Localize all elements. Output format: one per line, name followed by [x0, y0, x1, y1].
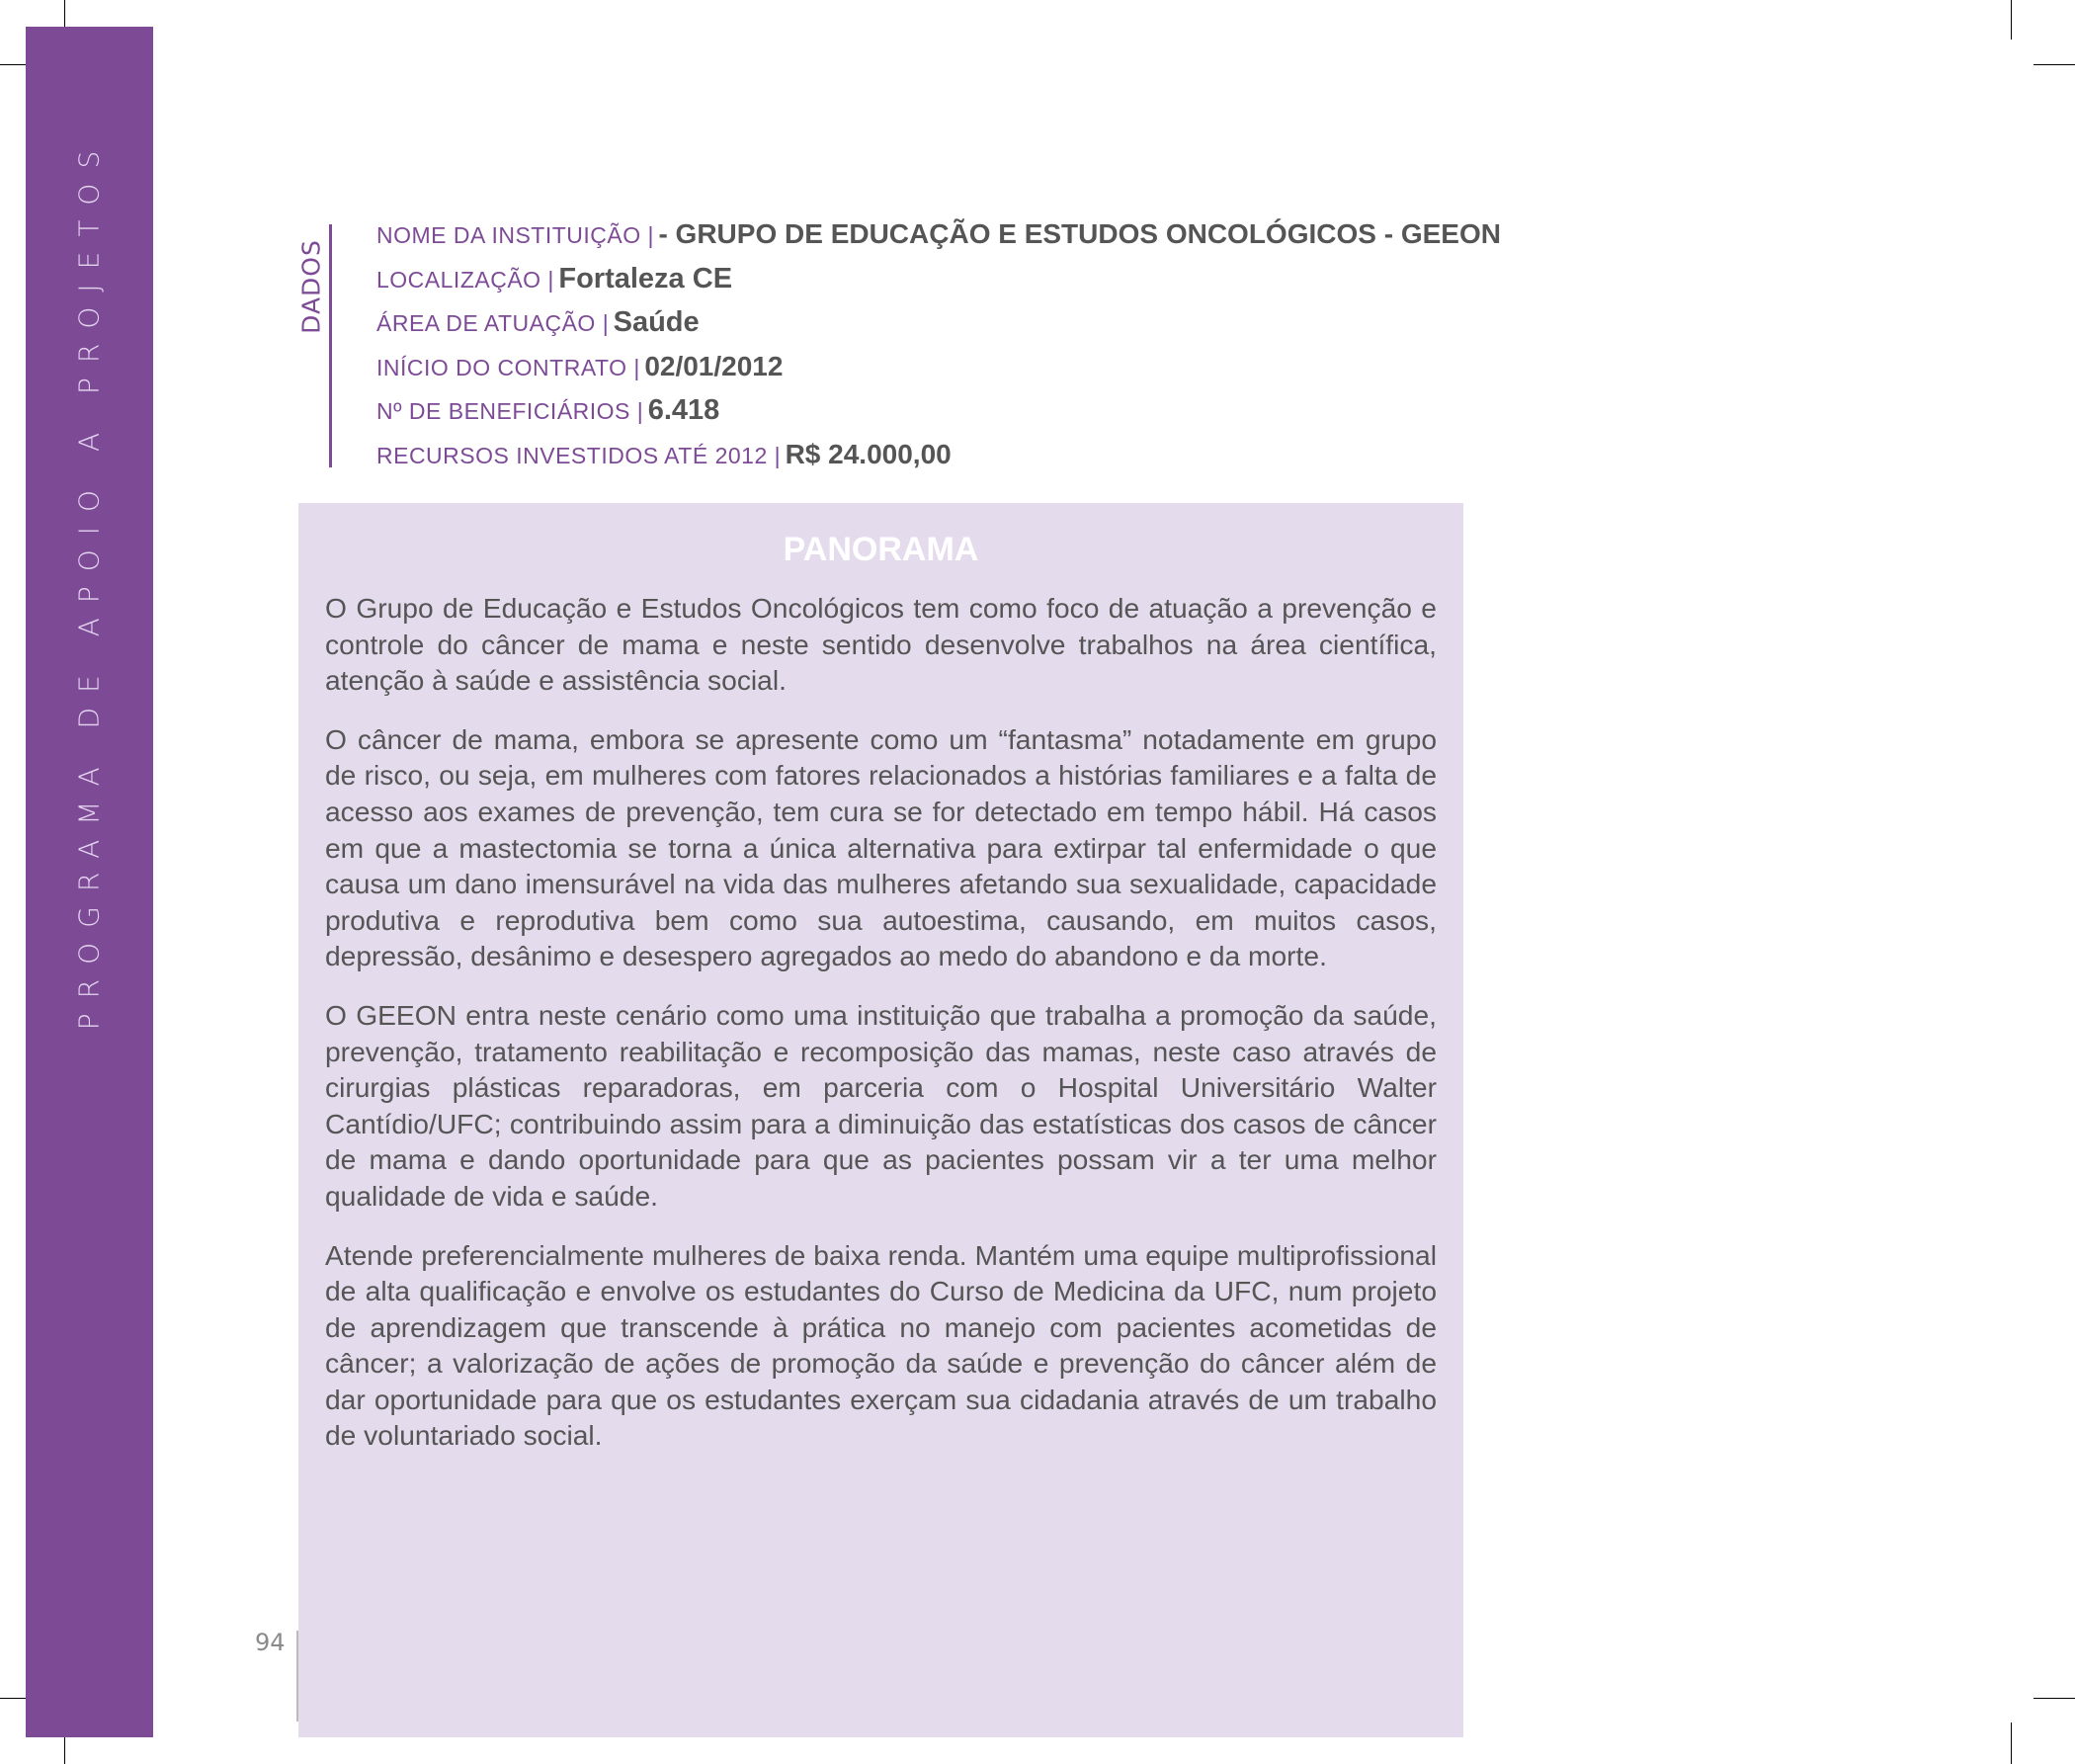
info-row-localizacao — [376, 257, 1501, 301]
info-label: Nº DE BENEFICIÁRIOS | — [376, 398, 644, 425]
page-number-divider — [296, 1631, 298, 1722]
info-value: - GRUPO DE EDUCAÇÃO E ESTUDOS ONCOLÓGICOS - GEEON — [658, 218, 1501, 249]
crop-mark — [2034, 64, 2075, 65]
panorama-body — [325, 590, 1437, 1476]
info-label: LOCALIZAÇÃO | — [376, 266, 554, 293]
info-value: 6.418 — [647, 394, 720, 427]
panorama-paragraph: O Grupo de Educação e Estudos Oncológicos tem como foco de atuação a prevenção e controle do câncer de mama e neste sentido desenvolve trabalhos na área científica, atenção à saúde e assistência social. — [325, 592, 1437, 697]
info-value: Fortaleza CE — [558, 262, 733, 294]
info-row-recursos — [376, 433, 1501, 477]
info-row-inicio-contrato — [376, 345, 1501, 389]
side-band-title: PROGRAMA DE APOIO A PROJETOS — [72, 135, 106, 1031]
crop-mark — [2011, 0, 2012, 40]
dados-list — [376, 212, 1501, 477]
info-label: NOME DA INSTITUIÇÃO | — [376, 222, 654, 248]
info-label: ÁREA DE ATUAÇÃO | — [376, 310, 610, 337]
crop-mark — [2034, 1698, 2075, 1699]
page-number: 94 — [255, 1629, 286, 1656]
panorama-paragraph: O GEEON entra neste cenário como uma instituição que trabalha a promoção da saúde, prevenção, tratamento reabilitação e recomposição das mamas, neste caso através de cirurgias plásticas reparadoras, em parceria com o Hospital Universitário Walter Cantídio/UFC; contribuindo assim para a diminuição das estatísticas dos casos de câncer de mama e dando oportunidade para que as pacientes possam vir a ter uma melhor qualidade de vida e saúde. — [325, 998, 1437, 1212]
panorama-panel — [298, 503, 1463, 1737]
dados-heading: DADOS — [296, 239, 326, 334]
dados-divider — [329, 224, 332, 467]
info-row-instituicao — [376, 212, 1501, 257]
info-label: RECURSOS INVESTIDOS ATÉ 2012 | — [376, 442, 782, 468]
crop-mark — [2011, 1722, 2012, 1764]
panorama-paragraph: Atende preferencialmente mulheres de baixa renda. Mantém uma equipe multiprofissional de alta qualificação e envolve os estudantes do Curso de Medicina da UFC, num projeto de aprendizagem que transcende à prática no manejo com pacientes acometidas de câncer; a valorização de ações de promoção da saúde e prevenção do câncer além de dar oportunidade para que os estudantes exerçam sua cidadania através de um trabalho de voluntariado social. — [325, 1238, 1437, 1452]
info-row-beneficiarios — [376, 388, 1501, 433]
info-value: 02/01/2012 — [644, 350, 784, 381]
info-value: R$ 24.000,00 — [785, 438, 952, 469]
panorama-title: PANORAMA — [783, 531, 979, 568]
info-value: Saúde — [613, 306, 700, 339]
info-row-area — [376, 300, 1501, 345]
info-label: INÍCIO DO CONTRATO | — [376, 354, 640, 380]
panorama-paragraph: O câncer de mama, embora se apresente como um “fantasma” notadamente em grupo de risco, ou seja, em mulheres com fatores relacionados a histórias familiares e a falta de acesso aos exames de prevenção, tem cura se for detectado em tempo hábil. Há casos em que a mastectomia se torna a única alternativa para extirpar tal enfermidade o que causa um dano imensurável na vida das mulheres afetando sua sexualidade, capacidade produtiva e reprodutiva bem como sua autoestima, causando, em muitos casos, depressão, desânimo e desespero agregados ao medo do abandono e da morte. — [325, 722, 1437, 972]
